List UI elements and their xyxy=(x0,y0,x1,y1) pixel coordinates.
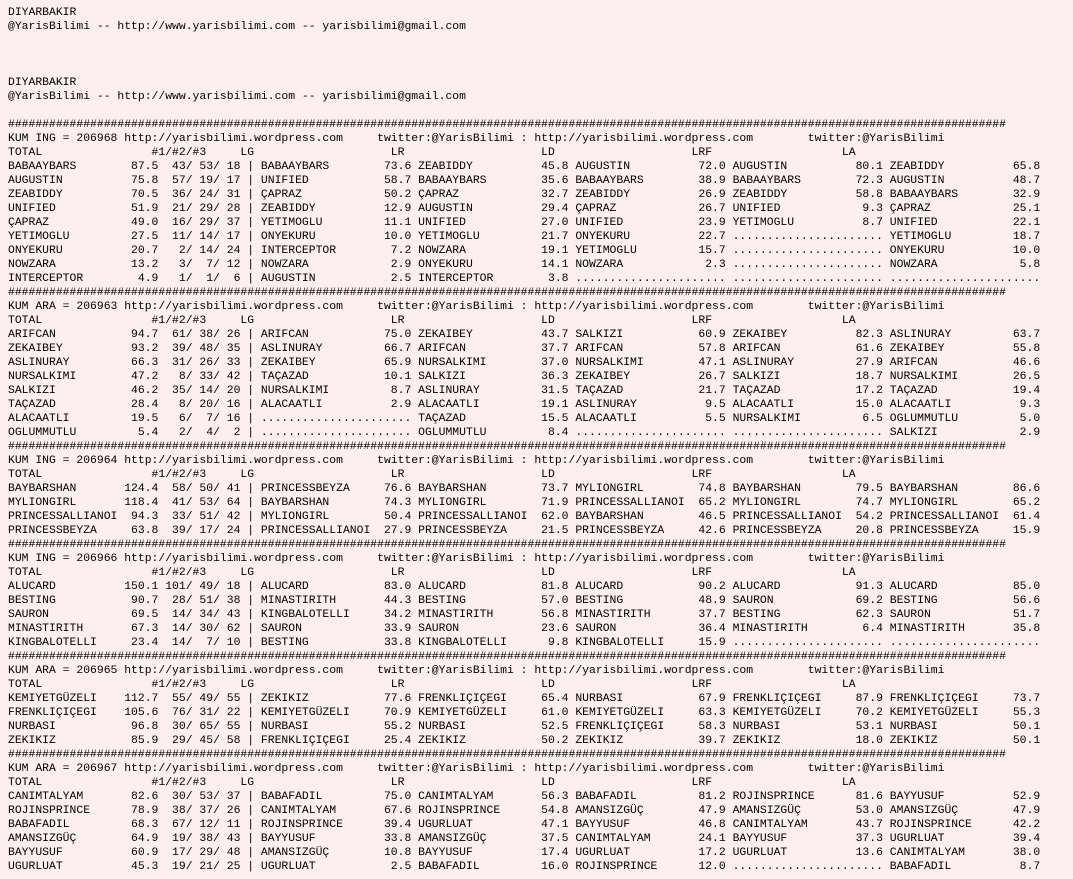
race-header: KUM ING = 206964 http://yarisbilimi.wordpress.com twitter:@YarisBilimi : http://yarisbilimi.wordpress.com twitter:@YarisBilimi xyxy=(8,455,945,467)
table-row: SALKIZI 46.2 35/ 14/ 20 | NURSALKIMI 8.7 ASLINURAY 31.5 TAÇAZAD 21.7 TAÇAZAD 17.2 TAÇAZAD 19.4 xyxy=(8,385,1041,397)
table-row: ZEABIDDY 70.5 36/ 24/ 31 | ÇAPRAZ 50.2 ÇAPRAZ 32.7 ZEABIDDY 26.9 ZEABIDDY 58.8 BABAAYBARS 32.9 xyxy=(8,189,1041,201)
race-header: KUM ARA = 206967 http://yarisbilimi.wordpress.com twitter:@YarisBilimi : http://yarisbilimi.wordpress.com twitter:@YarisBilimi xyxy=(8,763,945,775)
table-row: BAYBARSHAN 124.4 58/ 50/ 41 | PRINCESSBEYZA 76.6 BAYBARSHAN 73.7 MYLIONGIRL 74.8 BAYBARSHAN 79.5 BAYBARSHAN 86.6 xyxy=(8,483,1041,495)
table-row: OGLUMMUTLU 5.4 2/ 4/ 2 | ...................... OGLUMMUTLU 8.4 ...................... ...................... SALKIZI 2.9 xyxy=(8,427,1041,439)
table-row: TAÇAZAD 28.4 8/ 20/ 16 | ALACAATLI 2.9 ALACAATLI 19.1 ASLINURAY 9.5 ALACAATLI 15.0 ALACAATLI 9.3 xyxy=(8,399,1041,411)
table-row: ÇAPRAZ 49.0 16/ 29/ 37 | YETIMOGLU 11.1 UNIFIED 27.0 UNIFIED 23.9 YETIMOGLU 8.7 UNIFIED 22.1 xyxy=(8,217,1041,229)
table-row: BESTING 90.7 28/ 51/ 38 | MINASTIRITH 44.3 BESTING 57.0 BESTING 48.9 SAURON 69.2 BESTING 56.6 xyxy=(8,595,1041,607)
table-row: ONYEKURU 20.7 2/ 14/ 24 | INTERCEPTOR 7.2 NOWZARA 19.1 YETIMOGLU 15.7 ...................... ONYEKURU 10.0 xyxy=(8,245,1041,257)
table-row: KINGBALOTELLI 23.4 14/ 7/ 10 | BESTING 33.8 KINGBALOTELLI 9.8 KINGBALOTELLI 15.9 ...................... ...................... xyxy=(8,637,1041,649)
table-row: UGURLUAT 45.3 19/ 21/ 25 | UGURLUAT 2.5 BABAFADIL 16.0 ROJINSPRINCE 12.0 ...................... BABAFADIL 8.7 xyxy=(8,861,1041,873)
table-row: MINASTIRITH 67.3 14/ 30/ 62 | SAURON 33.9 SAURON 23.6 SAURON 36.4 MINASTIRITH 6.4 MINASTIRITH 35.8 xyxy=(8,623,1041,635)
table-row: AUGUSTIN 75.8 57/ 19/ 17 | UNIFIED 58.7 BABAAYBARS 35.6 BABAAYBARS 38.9 BABAAYBARS 72.3 AUGUSTIN 48.7 xyxy=(8,175,1041,187)
table-row: SAURON 69.5 14/ 34/ 43 | KINGBALOTELLI 34.2 MINASTIRITH 56.8 MINASTIRITH 37.7 BESTING 62.3 SAURON 51.7 xyxy=(8,609,1041,621)
race-header: KUM ARA = 206965 http://yarisbilimi.wordpress.com twitter:@YarisBilimi : http://yarisbilimi.wordpress.com twitter:@YarisBilimi xyxy=(8,665,945,677)
column-header: TOTAL #1/#2/#3 LG LR LD LRF LA xyxy=(8,567,856,579)
text-line: DIYARBAKIR xyxy=(8,7,77,19)
column-header: TOTAL #1/#2/#3 LG LR LD LRF LA xyxy=(8,315,856,327)
table-row: NURSALKIMI 47.2 8/ 33/ 42 | TAÇAZAD 10.1 SALKIZI 36.3 ZEKAIBEY 26.7 SALKIZI 18.7 NURSALKIMI 26.5 xyxy=(8,371,1041,383)
section-divider: ################################################################################################################################################## xyxy=(8,651,1006,663)
race-header: KUM ING = 206968 http://yarisbilimi.wordpress.com twitter:@YarisBilimi : http://yarisbilimi.wordpress.com twitter:@YarisBilimi xyxy=(8,133,945,145)
table-row: KEMIYETGÜZELI 112.7 55/ 49/ 55 | ZEKIKIZ 77.6 FRENKLIÇIÇEGI 65.4 NURBASI 67.9 FRENKLIÇIÇEGI 87.9 FRENKLIÇIÇEGI 73.7 xyxy=(8,693,1041,705)
column-header: TOTAL #1/#2/#3 LG LR LD LRF LA xyxy=(8,469,856,481)
table-row: BABAAYBARS 87.5 43/ 53/ 18 | BABAAYBARS 73.6 ZEABIDDY 45.8 AUGUSTIN 72.0 AUGUSTIN 80.1 ZEABIDDY 65.8 xyxy=(8,161,1041,173)
table-row: ZEKIKIZ 85.9 29/ 45/ 58 | FRENKLIÇIÇEGI 25.4 ZEKIKIZ 50.2 ZEKIKIZ 39.7 ZEKIKIZ 18.0 ZEKIKIZ 50.1 xyxy=(8,735,1041,747)
text-line: DIYARBAKIR xyxy=(8,77,77,89)
section-divider: ################################################################################################################################################## xyxy=(8,119,1006,131)
table-row: NOWZARA 13.2 3/ 7/ 12 | NOWZARA 2.9 ONYEKURU 14.1 NOWZARA 2.3 ...................... NOWZARA 5.8 xyxy=(8,259,1041,271)
table-row: ZEKAIBEY 93.2 39/ 48/ 35 | ASLINURAY 66.7 ARIFCAN 37.7 ARIFCAN 57.8 ARIFCAN 61.6 ZEKAIBEY 55.8 xyxy=(8,343,1041,355)
column-header: TOTAL #1/#2/#3 LG LR LD LRF LA xyxy=(8,679,856,691)
table-row: CANIMTALYAM 82.6 30/ 53/ 37 | BABAFADIL 75.0 CANIMTALYAM 56.3 BABAFADIL 81.2 ROJINSPRINCE 81.6 BAYYUSUF 52.9 xyxy=(8,791,1041,803)
blank-line xyxy=(8,62,1073,76)
blank-line xyxy=(8,48,1073,62)
table-row: AMANSIZGÜÇ 64.9 19/ 38/ 43 | BAYYUSUF 33.8 AMANSIZGÜÇ 37.5 CANIMTALYAM 24.1 BAYYUSUF 37.3 UGURLUAT 39.4 xyxy=(8,833,1041,845)
table-row: ASLINURAY 66.3 31/ 26/ 33 | ZEKAIBEY 65.9 NURSALKIMI 37.0 NURSALKIMI 47.1 ASLINURAY 27.9 ARIFCAN 46.6 xyxy=(8,357,1041,369)
table-row: YETIMOGLU 27.5 11/ 14/ 17 | ONYEKURU 10.0 YETIMOGLU 21.7 ONYEKURU 22.7 ...................... YETIMOGLU 18.7 xyxy=(8,231,1041,243)
race-header: KUM ING = 206966 http://yarisbilimi.wordpress.com twitter:@YarisBilimi : http://yarisbilimi.wordpress.com twitter:@YarisBilimi xyxy=(8,553,945,565)
section-divider: ################################################################################################################################################## xyxy=(8,749,1006,761)
table-row: MYLIONGIRL 118.4 41/ 53/ 64 | BAYBARSHAN 74.3 MYLIONGIRL 71.9 PRINCESSALLIANOI 65.2 MYLIONGIRL 74.7 MYLIONGIRL 65.2 xyxy=(8,497,1041,509)
section-divider: ################################################################################################################################################## xyxy=(8,287,1006,299)
race-header: KUM ARA = 206963 http://yarisbilimi.wordpress.com twitter:@YarisBilimi : http://yarisbilimi.wordpress.com twitter:@YarisBilimi xyxy=(8,301,945,313)
table-row: BAYYUSUF 60.9 17/ 29/ 48 | AMANSIZGÜÇ 10.8 BAYYUSUF 17.4 UGURLUAT 17.2 UGURLUAT 13.6 CANIMTALYAM 38.0 xyxy=(8,847,1041,859)
table-row: NURBASI 96.8 30/ 65/ 55 | NURBASI 55.2 NURBASI 52.5 FRENKLIÇIÇEGI 58.3 NURBASI 53.1 NURBASI 50.1 xyxy=(8,721,1041,733)
table-row: ALACAATLI 19.5 6/ 7/ 16 | ...................... TAÇAZAD 15.5 ALACAATLI 5.5 NURSALKIMI 6.5 OGLUMMUTLU 5.0 xyxy=(8,413,1041,425)
section-divider: ################################################################################################################################################## xyxy=(8,539,1006,551)
table-row: UNIFIED 51.9 21/ 29/ 28 | ZEABIDDY 12.9 AUGUSTIN 29.4 ÇAPRAZ 26.7 UNIFIED 9.3 ÇAPRAZ 25.1 xyxy=(8,203,1041,215)
table-row: ARIFCAN 94.7 61/ 38/ 26 | ARIFCAN 75.0 ZEKAIBEY 43.7 SALKIZI 60.9 ZEKAIBEY 82.3 ASLINURAY 63.7 xyxy=(8,329,1041,341)
table-row: ALUCARD 150.1 101/ 49/ 18 | ALUCARD 83.0 ALUCARD 81.8 ALUCARD 90.2 ALUCARD 91.3 ALUCARD 85.0 xyxy=(8,581,1041,593)
table-row: PRINCESSALLIANOI 94.3 33/ 51/ 42 | MYLIONGIRL 50.4 PRINCESSALLIANOI 62.0 BAYBARSHAN 46.5 PRINCESSALLIANOI 54.2 PRINCESSALLIANOI 61.4 xyxy=(8,511,1041,523)
table-row: PRINCESSBEYZA 63.8 39/ 17/ 24 | PRINCESSALLIANOI 27.9 PRINCESSBEYZA 21.5 PRINCESSBEYZA 42.6 PRINCESSBEYZA 20.8 PRINCESSBEYZA 15.9 xyxy=(8,525,1041,537)
section-divider: ################################################################################################################################################## xyxy=(8,441,1006,453)
table-row: BABAFADIL 68.3 67/ 12/ 11 | ROJINSPRINCE 39.4 UGURLUAT 47.1 BAYYUSUF 46.8 CANIMTALYAM 43.7 ROJINSPRINCE 42.2 xyxy=(8,819,1041,831)
column-header: TOTAL #1/#2/#3 LG LR LD LRF LA xyxy=(8,147,856,159)
blank-line xyxy=(8,104,1073,118)
table-row: ROJINSPRINCE 78.9 38/ 37/ 26 | CANIMTALYAM 67.6 ROJINSPRINCE 54.8 AMANSIZGÜÇ 47.9 AMANSIZGÜÇ 53.0 AMANSIZGÜÇ 47.9 xyxy=(8,805,1041,817)
blank-line xyxy=(8,34,1073,48)
table-row: INTERCEPTOR 4.9 1/ 1/ 6 | AUGUSTIN 2.5 INTERCEPTOR 3.8 ...................... ...................... ...................... xyxy=(8,273,1041,285)
text-line: @YarisBilimi -- http://www.yarisbilimi.com -- yarisbilimi@gmail.com xyxy=(8,21,466,33)
text-line: @YarisBilimi -- http://www.yarisbilimi.com -- yarisbilimi@gmail.com xyxy=(8,91,466,103)
column-header: TOTAL #1/#2/#3 LG LR LD LRF LA xyxy=(8,777,856,789)
table-row: FRENKLIÇIÇEGI 105.6 76/ 31/ 22 | KEMIYETGÜZELI 70.9 KEMIYETGÜZELI 61.0 KEMIYETGÜZELI 63.3 KEMIYETGÜZELI 70.2 KEMIYETGÜZELI 55.3 xyxy=(8,707,1041,719)
